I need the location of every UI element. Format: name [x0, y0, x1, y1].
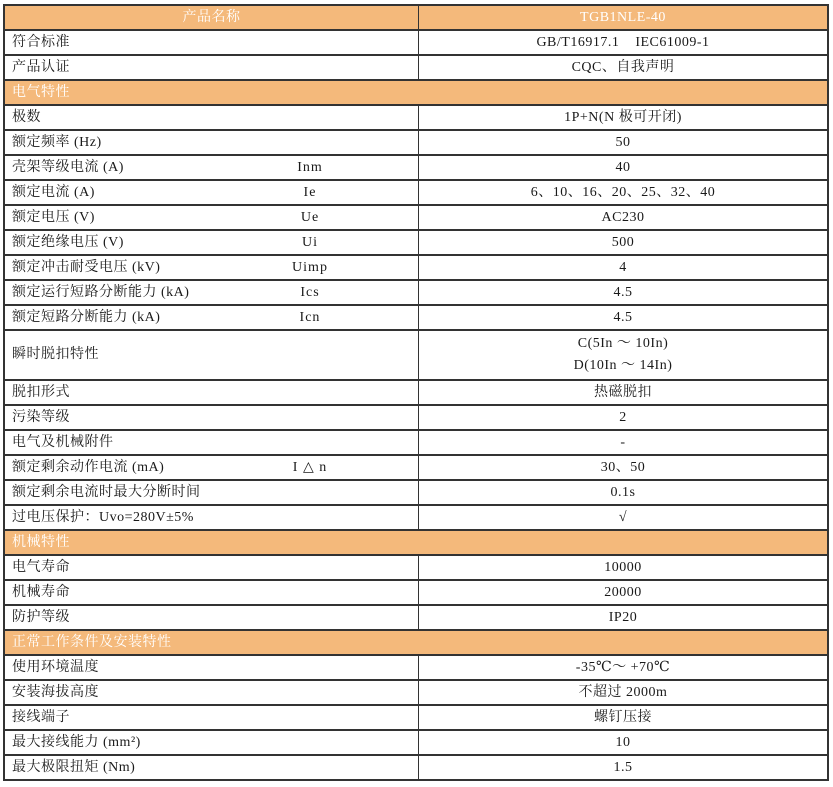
row-label-cell: [5, 231, 419, 254]
row-label-cell: [5, 656, 419, 679]
row-label: 产品认证: [12, 59, 70, 75]
row-label: 电气及机械附件: [12, 434, 114, 450]
row-value-cell: 1.5: [613, 759, 633, 775]
row-symbol: Ie: [303, 184, 317, 200]
table-row: [5, 106, 827, 131]
row-label-cell: [5, 106, 419, 129]
row-value-cell: 4.5: [613, 309, 633, 325]
row-value-cell: IP20: [608, 609, 638, 625]
table-row: [5, 406, 827, 431]
row-label: 污染等级: [12, 409, 70, 425]
table-row: [5, 681, 827, 706]
row-label-cell: [5, 206, 419, 229]
row-label: 最大极限扭矩 (Nm): [12, 759, 136, 775]
row-label: 符合标准: [12, 34, 70, 50]
table-row: [5, 181, 827, 206]
row-label-cell: [5, 256, 419, 279]
value-line: C(5In ～ 10In): [577, 336, 669, 351]
row-label-cell: [5, 731, 419, 754]
table-row: [5, 31, 827, 56]
row-label-cell: [5, 281, 419, 304]
row-label: 额定冲击耐受电压 (kV): [12, 259, 161, 275]
row-label-cell: [5, 31, 419, 54]
section-title: 机械特性: [12, 534, 70, 550]
table-row: [5, 481, 827, 506]
row-label: 额定绝缘电压 (V): [12, 234, 124, 250]
row-value-cell: 不超过 2000m: [578, 684, 668, 700]
row-label-cell: [5, 181, 419, 204]
table-row: [5, 306, 827, 331]
table-row: [5, 331, 827, 381]
table-row: [5, 206, 827, 231]
row-label-cell: [5, 431, 419, 454]
row-label-cell: [5, 131, 419, 154]
row-label-cell: [5, 56, 419, 79]
header-label-cell: 产品名称: [5, 6, 419, 29]
row-label-cell: [5, 306, 419, 329]
row-label-cell: [5, 456, 419, 479]
table-row: [5, 506, 827, 531]
row-label: 额定剩余动作电流 (mA): [12, 459, 165, 475]
section-header-row: [5, 631, 827, 656]
section-header-row: [5, 531, 827, 556]
row-label-cell: [5, 506, 419, 529]
table-row: [5, 606, 827, 631]
row-symbol: Icn: [299, 309, 321, 325]
row-symbol: Inm: [297, 159, 323, 175]
row-label-cell: [5, 706, 419, 729]
row-value-cell: 30、50: [600, 459, 646, 475]
section-title: 正常工作条件及安装特性: [12, 634, 172, 650]
product-name-header-row: [5, 6, 827, 31]
row-label: 额定频率 (Hz): [12, 134, 102, 150]
section-header-row: [5, 81, 827, 106]
section-title: 电气特性: [12, 84, 70, 100]
row-value-cell: √: [618, 509, 628, 525]
table-row: [5, 281, 827, 306]
row-value-cell: 4: [619, 259, 627, 275]
table-row: [5, 156, 827, 181]
table-row: [5, 381, 827, 406]
row-label-cell: [5, 406, 419, 429]
row-label: 额定剩余电流时最大分断时间: [12, 484, 201, 500]
row-label-cell: [5, 156, 419, 179]
row-label-cell: [5, 581, 419, 604]
row-label: 额定电流 (A): [12, 184, 95, 200]
table-row: [5, 656, 827, 681]
table-row: [5, 731, 827, 756]
row-label-cell: [5, 756, 419, 779]
row-label: 额定运行短路分断能力 (kA): [12, 284, 190, 300]
table-row: [5, 256, 827, 281]
row-label: 电气寿命: [12, 559, 70, 575]
row-value-cell: 热磁脱扣: [594, 384, 652, 400]
row-value-cell: 10000: [604, 559, 642, 575]
row-value-cell: -: [620, 434, 626, 450]
row-label: 最大接线能力 (mm²): [12, 734, 141, 750]
row-label: 机械寿命: [12, 584, 70, 600]
row-value-cell: 4.5: [613, 284, 633, 300]
table-row: [5, 581, 827, 606]
row-label-cell: 瞬时脱扣特性: [5, 331, 419, 379]
row-value-cell: 2: [619, 409, 627, 425]
row-symbol: Ics: [300, 284, 320, 300]
row-value-cell: 20000: [604, 584, 642, 600]
row-label-cell: [5, 681, 419, 704]
row-label-cell: [5, 481, 419, 504]
row-value-cell: 1P+N(N 极可开闭): [564, 109, 682, 125]
row-value-cell: 6、10、16、20、25、32、40: [530, 184, 716, 200]
row-value-cell: 0.1s: [610, 484, 636, 500]
table-row: [5, 456, 827, 481]
row-label: 防护等级: [12, 609, 70, 625]
table-row: [5, 431, 827, 456]
table-row: [5, 706, 827, 731]
row-value-cell: 50: [615, 134, 631, 150]
row-label: 额定短路分断能力 (kA): [12, 309, 161, 325]
row-label: 使用环境温度: [12, 659, 99, 675]
table-row: [5, 756, 827, 779]
row-value-cell: 10: [615, 734, 631, 750]
row-value-cell: GB/T16917.1 IEC61009-1: [536, 34, 710, 50]
row-label: 壳架等级电流 (A): [12, 159, 124, 175]
row-label: 接线端子: [12, 709, 70, 725]
table-row: [5, 56, 827, 81]
table-row: [5, 556, 827, 581]
row-value-cell: 500: [611, 234, 635, 250]
row-symbol: Uimp: [292, 259, 328, 275]
value-line: D(10In ～ 14In): [573, 358, 673, 373]
table-row: [5, 131, 827, 156]
row-symbol: Ue: [300, 209, 320, 225]
row-label: 过电压保护：Uvo=280V±5%: [12, 509, 194, 525]
row-label: 安装海拔高度: [12, 684, 99, 700]
row-label: 极数: [12, 109, 41, 125]
row-label-cell: [5, 381, 419, 404]
product-spec-table: [3, 4, 829, 781]
row-value-cell: 40: [615, 159, 631, 175]
header-value-cell: TGB1NLE-40: [580, 9, 666, 25]
row-value-cell: -35℃～ +70℃: [575, 659, 671, 675]
row-label-cell: [5, 606, 419, 629]
row-label: 脱扣形式: [12, 384, 70, 400]
table-row: [5, 231, 827, 256]
row-symbol: Ui: [302, 234, 318, 250]
row-symbol: I △ n: [292, 459, 328, 475]
row-value-cell: 螺钉压接: [594, 709, 652, 725]
row-value-cell: AC230: [601, 209, 645, 225]
row-label-cell: [5, 556, 419, 579]
row-label: 额定电压 (V): [12, 209, 95, 225]
row-value-cell: CQC、自我声明: [571, 59, 675, 75]
row-value-cell: [419, 331, 827, 379]
